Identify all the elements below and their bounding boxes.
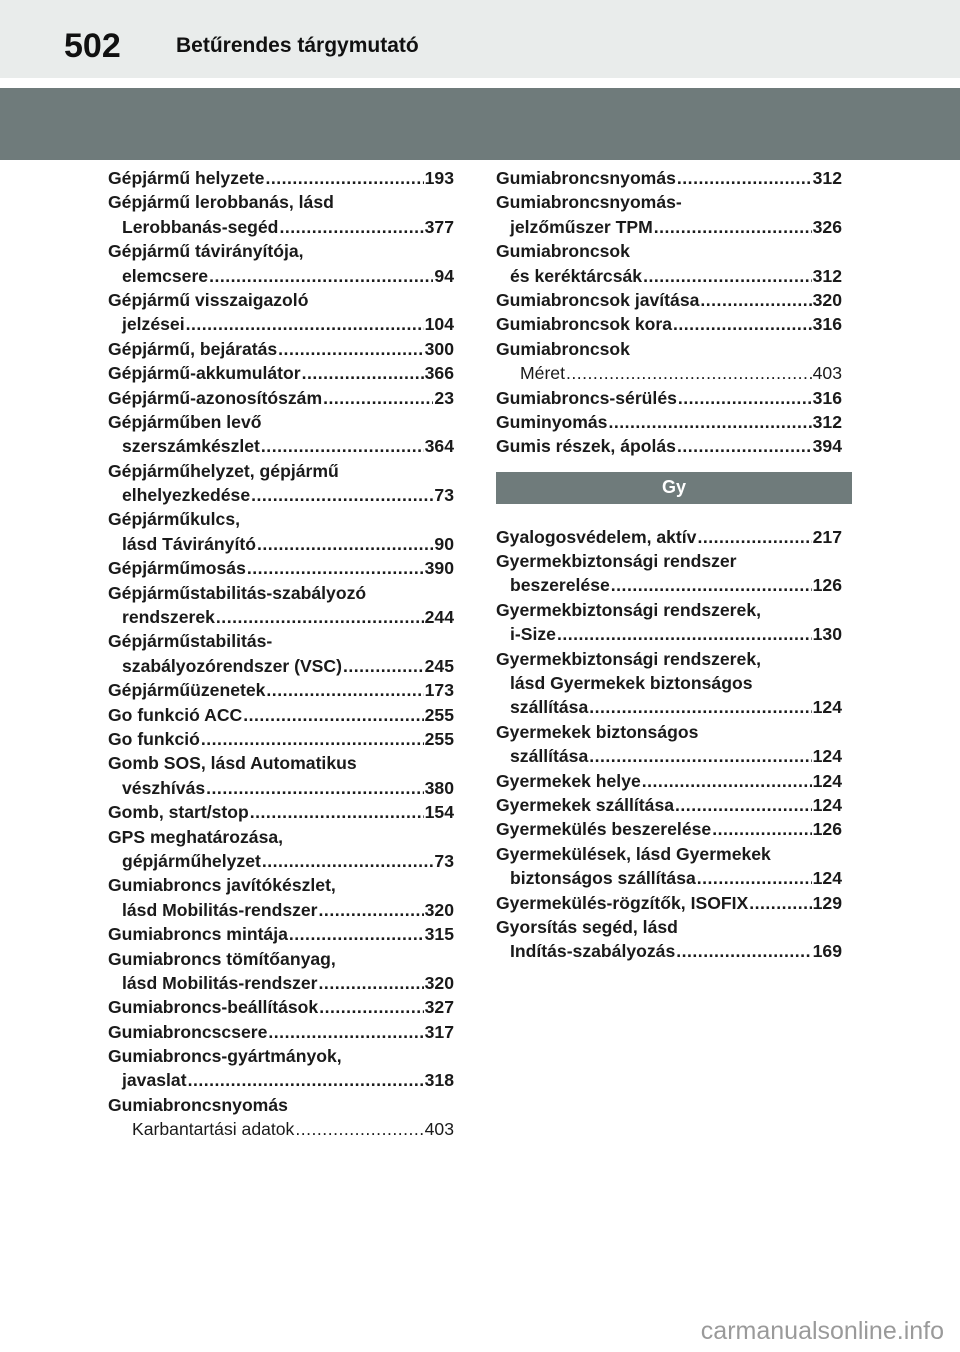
index-entry-term: Gumiabroncsnyomás bbox=[496, 168, 676, 188]
dot-leader bbox=[673, 312, 812, 336]
index-entry-term: Gumis részek, ápolás bbox=[496, 436, 676, 457]
index-entry bbox=[108, 800, 454, 824]
index-entry-term: Gépjárműmosás bbox=[108, 558, 246, 579]
dot-leader bbox=[654, 215, 812, 239]
index-entry-term: jelzőműszer TPM bbox=[510, 216, 653, 237]
index-entry bbox=[496, 312, 842, 336]
index-entry bbox=[108, 166, 454, 190]
dot-leader bbox=[206, 776, 423, 800]
dot-leader bbox=[611, 573, 812, 597]
index-entry-term: Gépjárműkulcs, bbox=[108, 509, 241, 530]
index-entry-page: 126 bbox=[812, 819, 842, 840]
dot-leader bbox=[279, 215, 423, 239]
dot-leader bbox=[678, 386, 812, 410]
index-entry-page: 403 bbox=[424, 1119, 454, 1140]
index-entry bbox=[108, 898, 454, 922]
dot-leader bbox=[319, 971, 424, 995]
index-entry bbox=[496, 671, 842, 695]
index-entry-page: 130 bbox=[812, 624, 842, 645]
index-entry-term: Gomb SOS, lásd Automatikus bbox=[108, 753, 357, 774]
index-entry-page: 403 bbox=[812, 363, 842, 384]
index-entry-term: Gumiabroncsok kora bbox=[496, 314, 672, 335]
index-entry-term: lásd Gyermekek biztonságos bbox=[510, 673, 753, 694]
index-entry bbox=[496, 647, 842, 671]
index-entry bbox=[108, 1068, 454, 1092]
dot-leader bbox=[557, 622, 812, 646]
section-label: Gy bbox=[661, 477, 686, 498]
index-entry bbox=[496, 622, 842, 646]
index-entry bbox=[108, 288, 454, 312]
index-entry-term: lásd Távirányító bbox=[122, 533, 256, 554]
index-entry-term: Gumiabroncsnyomás- bbox=[496, 192, 682, 213]
index-entry-term: Gumiabroncs tömítőanyag, bbox=[108, 948, 336, 969]
dot-leader bbox=[302, 361, 424, 385]
index-entry-page: 129 bbox=[812, 892, 842, 913]
index-entry bbox=[108, 703, 454, 727]
dot-leader bbox=[262, 849, 434, 873]
index-entry bbox=[496, 434, 842, 458]
index-entry bbox=[108, 727, 454, 751]
index-entry-term: Indítás-szabályozás bbox=[510, 941, 676, 962]
index-entry-term: Méret bbox=[520, 363, 565, 384]
dot-leader bbox=[278, 337, 423, 361]
index-entry-term: Gépjárműhelyzet, gépjármű bbox=[108, 460, 339, 481]
index-entry-page: 316 bbox=[812, 387, 842, 408]
dot-leader bbox=[697, 866, 812, 890]
index-entry bbox=[108, 678, 454, 702]
index-entry-term: Gumiabroncs-beállítások bbox=[108, 997, 319, 1018]
index-entry bbox=[108, 849, 454, 873]
index-entry bbox=[108, 337, 454, 361]
index-entry bbox=[496, 939, 842, 963]
dot-leader bbox=[247, 556, 424, 580]
index-entry bbox=[496, 166, 842, 190]
index-entry bbox=[108, 825, 454, 849]
index-entry-page: 124 bbox=[812, 697, 842, 718]
index-entry-page: 318 bbox=[424, 1070, 454, 1091]
index-entry-term: Lerobbanás-segéd bbox=[122, 216, 279, 237]
dot-leader bbox=[250, 800, 424, 824]
dot-leader bbox=[566, 361, 812, 385]
index-entry-page: 300 bbox=[424, 338, 454, 359]
index-entry-term: Gumiabroncs javítókészlet, bbox=[108, 875, 336, 896]
index-entry-page: 244 bbox=[424, 607, 454, 628]
index-entry bbox=[108, 1020, 454, 1044]
index-entry-page: 366 bbox=[424, 363, 454, 384]
index-entry-term: Gépjárműstabilitás-szabályozó bbox=[108, 582, 367, 603]
index-entry-term: szabályozórendszer (VSC) bbox=[122, 655, 342, 676]
index-entry-page: 217 bbox=[812, 526, 842, 547]
index-entry-term: Gyermekek szállítása bbox=[496, 794, 675, 815]
index-entry-term: Gépjárműüzenetek bbox=[108, 680, 266, 701]
index-entry-page: 312 bbox=[812, 411, 842, 432]
index-entry-term: Gyorsítás segéd, lásd bbox=[496, 916, 678, 937]
index-entry bbox=[108, 605, 454, 629]
dot-leader bbox=[677, 166, 812, 190]
index-entry bbox=[496, 215, 842, 239]
index-entry-page: 104 bbox=[424, 314, 454, 335]
index-entry-page: 312 bbox=[812, 168, 842, 188]
index-entry-page: 315 bbox=[424, 924, 454, 945]
index-entry-page: 255 bbox=[424, 704, 454, 725]
index-entry-page: 327 bbox=[424, 997, 454, 1018]
index-entry bbox=[108, 1093, 454, 1117]
index-entry bbox=[108, 459, 454, 483]
watermark: carmanualsonline.info bbox=[700, 1317, 944, 1345]
index-entry-page: 73 bbox=[434, 850, 454, 871]
index-entry-term: Gumiabroncs-gyártmányok, bbox=[108, 1046, 342, 1067]
index-entry-term: Gyermekbiztonsági rendszerek, bbox=[496, 648, 761, 669]
index-entry bbox=[108, 751, 454, 775]
index-entry bbox=[108, 264, 454, 288]
index-entry-term: javaslat bbox=[122, 1070, 187, 1091]
index-entry-term: és keréktárcsák bbox=[510, 265, 643, 286]
index-entry bbox=[496, 239, 842, 263]
index-entry-page: 390 bbox=[424, 558, 454, 579]
index-entry bbox=[108, 654, 454, 678]
dot-leader bbox=[188, 1068, 424, 1092]
dot-leader bbox=[319, 995, 423, 1019]
dot-leader bbox=[677, 434, 812, 458]
section-header-gy bbox=[496, 472, 852, 504]
index-entry bbox=[108, 971, 454, 995]
index-entry-term: Gépjármű, bejáratás bbox=[108, 338, 278, 359]
index-entry-term: Gomb, start/stop bbox=[108, 802, 249, 823]
index-entry-page: 124 bbox=[812, 794, 842, 815]
index-entry bbox=[496, 793, 842, 817]
index-entry bbox=[496, 842, 842, 866]
index-entry bbox=[108, 1117, 454, 1141]
index-entry bbox=[108, 386, 454, 410]
index-entry-term: Gyermekülések, lásd Gyermekek bbox=[496, 843, 771, 864]
index-entry-page: 394 bbox=[812, 436, 842, 457]
index-entry bbox=[108, 995, 454, 1019]
index-entry bbox=[496, 598, 842, 622]
index-entry-page: 124 bbox=[812, 746, 842, 767]
index-entry bbox=[496, 410, 842, 434]
index-entry-term: Gyermekülés-rögzítők, ISOFIX bbox=[496, 892, 749, 913]
index-entry bbox=[496, 190, 842, 214]
dot-leader bbox=[243, 703, 423, 727]
index-entry-page: 126 bbox=[812, 575, 842, 596]
dot-leader bbox=[266, 678, 423, 702]
page-title: Betűrendes tárgymutató bbox=[176, 34, 419, 57]
index-entry bbox=[108, 312, 454, 336]
dot-leader bbox=[676, 939, 811, 963]
index-entry-term: Gumiabroncs mintája bbox=[108, 924, 288, 945]
index-entry bbox=[108, 239, 454, 263]
index-entry-term: Gépjármű lerobbanás, lásd bbox=[108, 192, 334, 213]
index-entry bbox=[108, 873, 454, 897]
index-entry-term: lásd Mobilitás-rendszer bbox=[122, 899, 318, 920]
dot-leader bbox=[289, 922, 424, 946]
index-entry-term: rendszerek bbox=[122, 607, 215, 628]
dot-leader bbox=[319, 898, 424, 922]
dot-leader bbox=[642, 769, 812, 793]
dot-leader bbox=[265, 166, 423, 190]
index-entry-term: gépjárműhelyzet bbox=[122, 850, 261, 871]
index-entry-page: 320 bbox=[424, 972, 454, 993]
index-entry-page: 23 bbox=[434, 387, 454, 408]
index-list-gy bbox=[496, 525, 842, 964]
index-entry bbox=[496, 915, 842, 939]
index-entry-term: szállítása bbox=[510, 697, 589, 718]
dot-leader bbox=[216, 605, 424, 629]
index-entry-term: vészhívás bbox=[122, 777, 206, 798]
index-list-g bbox=[496, 166, 842, 459]
index-entry bbox=[108, 629, 454, 653]
index-entry-page: 124 bbox=[812, 770, 842, 791]
index-entry-page: 364 bbox=[424, 436, 454, 457]
index-entry bbox=[496, 866, 842, 890]
index-entry bbox=[496, 264, 842, 288]
index-entry-page: 312 bbox=[812, 265, 842, 286]
index-entry-term: i-Size bbox=[510, 624, 556, 645]
header-band bbox=[0, 0, 960, 78]
index-entry-page: 73 bbox=[434, 485, 454, 506]
index-entry-term: Gépjármű helyzete bbox=[108, 168, 265, 188]
index-entry bbox=[108, 483, 454, 507]
index-entry bbox=[108, 190, 454, 214]
dot-leader bbox=[749, 891, 811, 915]
index-entry-page: 320 bbox=[812, 289, 842, 310]
index-entry-term: Gyalogosvédelem, aktív bbox=[496, 526, 697, 547]
header-divider-band bbox=[0, 88, 960, 160]
index-entry-term: Gumiabroncscsere bbox=[108, 1021, 268, 1042]
index-entry-page: 320 bbox=[424, 899, 454, 920]
dot-leader bbox=[201, 727, 424, 751]
index-entry-term: szerszámkészlet bbox=[122, 436, 260, 457]
index-entry-page: 193 bbox=[424, 168, 454, 188]
index-entry-term: beszerelése bbox=[510, 575, 610, 596]
dot-leader bbox=[257, 532, 433, 556]
dot-leader bbox=[643, 264, 812, 288]
index-entry-term: szállítása bbox=[510, 746, 589, 767]
index-entry-page: 326 bbox=[812, 216, 842, 237]
dot-leader bbox=[589, 744, 811, 768]
dot-leader bbox=[261, 434, 424, 458]
index-entry bbox=[496, 817, 842, 841]
index-entry bbox=[108, 776, 454, 800]
index-entry bbox=[496, 525, 842, 549]
index-entry-page: 90 bbox=[434, 533, 454, 554]
index-entry-term: Gumiabroncs-sérülés bbox=[496, 387, 677, 408]
index-entry bbox=[496, 361, 842, 385]
index-entry-term: Gyermekbiztonsági rendszerek, bbox=[496, 599, 761, 620]
index-entry-term: Gépjármű-akkumulátor bbox=[108, 363, 301, 384]
index-entry-term: Gumiabroncsok bbox=[496, 241, 630, 262]
index-entry bbox=[108, 361, 454, 385]
index-entry bbox=[496, 891, 842, 915]
dot-leader bbox=[186, 312, 424, 336]
index-entry-term: Go funkció ACC bbox=[108, 704, 243, 725]
index-entry bbox=[108, 1044, 454, 1068]
index-entry-term: biztonságos szállítása bbox=[510, 868, 696, 889]
index-entry bbox=[108, 556, 454, 580]
index-entry-page: 380 bbox=[424, 777, 454, 798]
dot-leader bbox=[712, 817, 811, 841]
index-entry bbox=[496, 288, 842, 312]
index-entry-term: Go funkció bbox=[108, 728, 200, 749]
index-entry-term: Gépjárműstabilitás- bbox=[108, 631, 273, 652]
index-entry-page: 169 bbox=[812, 941, 842, 962]
index-entry bbox=[108, 532, 454, 556]
index-entry-term: elhelyezkedése bbox=[122, 485, 251, 506]
page-number: 502 bbox=[64, 27, 121, 65]
dot-leader bbox=[209, 264, 433, 288]
index-column-left bbox=[108, 166, 454, 1142]
index-entry-term: Gépjármű-azonosítószám bbox=[108, 387, 323, 408]
dot-leader bbox=[700, 288, 811, 312]
index-entry bbox=[496, 549, 842, 573]
index-entry bbox=[496, 573, 842, 597]
dot-leader bbox=[608, 410, 811, 434]
index-entry-page: 316 bbox=[812, 314, 842, 335]
index-entry-term: Gumiabroncsok javítása bbox=[496, 289, 700, 310]
index-entry-term: Karbantartási adatok bbox=[132, 1119, 295, 1140]
index-entry-page: 94 bbox=[434, 265, 454, 286]
index-entry-page: 245 bbox=[424, 655, 454, 676]
dot-leader bbox=[323, 386, 433, 410]
index-entry-term: Gyermekülés beszerelése bbox=[496, 819, 712, 840]
index-entry-page: 154 bbox=[424, 802, 454, 823]
index-entry-term: Gépjármű visszaigazoló bbox=[108, 289, 309, 310]
index-entry bbox=[108, 581, 454, 605]
index-entry-term: Gyermekek helye bbox=[496, 770, 641, 791]
index-entry-page: 255 bbox=[424, 728, 454, 749]
dot-leader bbox=[675, 793, 812, 817]
index-entry-term: Gyermekek biztonságos bbox=[496, 721, 699, 742]
index-entry-page: 173 bbox=[424, 680, 454, 701]
index-entry-term: elemcsere bbox=[122, 265, 209, 286]
dot-leader bbox=[251, 483, 433, 507]
index-column-right bbox=[496, 166, 842, 964]
dot-leader bbox=[268, 1020, 423, 1044]
index-entry-term: Gumiabroncsnyomás bbox=[108, 1094, 288, 1115]
index-entry-term: Guminyomás bbox=[496, 411, 608, 432]
dot-leader bbox=[589, 695, 811, 719]
index-entry bbox=[496, 720, 842, 744]
index-entry-term: jelzései bbox=[122, 314, 185, 335]
index-entry bbox=[496, 337, 842, 361]
index-entry-term: Gumiabroncsok bbox=[496, 338, 630, 359]
index-entry-term: Gyermekbiztonsági rendszer bbox=[496, 551, 737, 572]
index-entry-page: 124 bbox=[812, 868, 842, 889]
index-entry bbox=[108, 434, 454, 458]
index-entry bbox=[496, 744, 842, 768]
index-entry bbox=[108, 947, 454, 971]
index-entry bbox=[108, 922, 454, 946]
index-entry bbox=[496, 386, 842, 410]
index-entry-term: GPS meghatározása, bbox=[108, 826, 284, 847]
index-entry-page: 317 bbox=[424, 1021, 454, 1042]
index-entry bbox=[496, 769, 842, 793]
dot-leader bbox=[343, 654, 424, 678]
index-entry-term: Gépjárműben levő bbox=[108, 411, 262, 432]
dot-leader bbox=[697, 525, 811, 549]
index-entry bbox=[108, 410, 454, 434]
index-entry bbox=[108, 215, 454, 239]
index-entry-page: 377 bbox=[424, 216, 454, 237]
dot-leader bbox=[295, 1117, 423, 1141]
index-entry-term: lásd Mobilitás-rendszer bbox=[122, 972, 318, 993]
index-entry bbox=[108, 507, 454, 531]
index-entry bbox=[496, 695, 842, 719]
index-entry-term: Gépjármű távirányítója, bbox=[108, 241, 304, 262]
